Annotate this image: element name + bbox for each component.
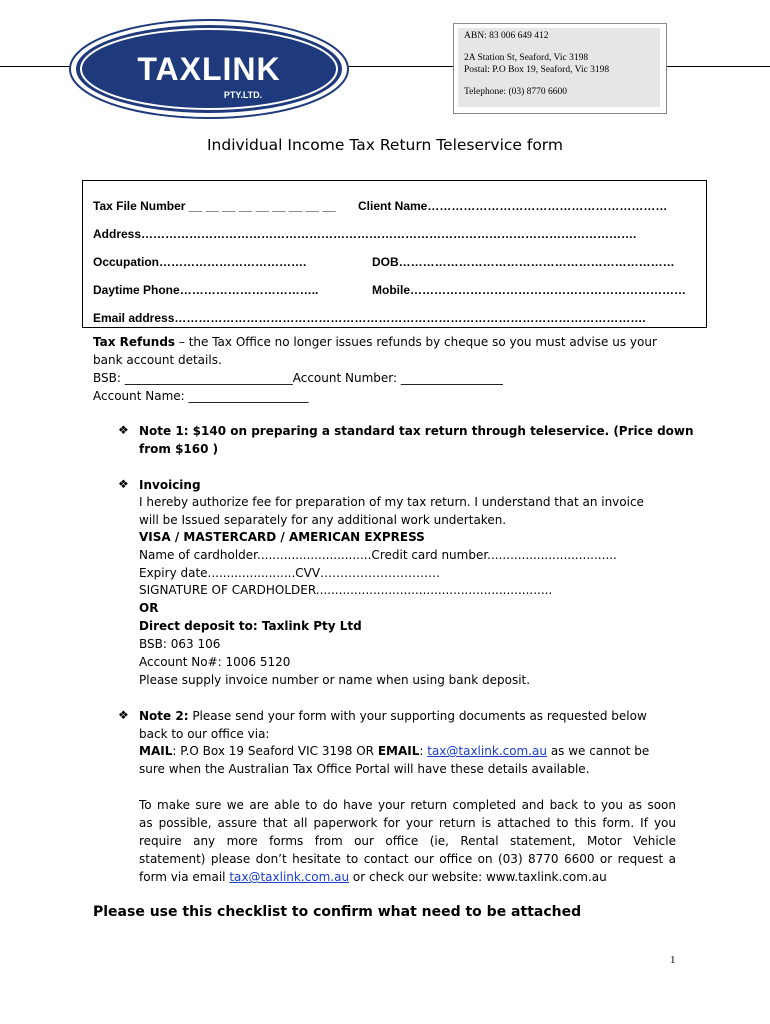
- para-line5-start: form via email: [139, 870, 230, 884]
- tax-refunds-line2: bank account details.: [93, 353, 222, 367]
- invoicing-line2: will be Issued separately for any additional work undertaken.: [139, 513, 507, 527]
- note1-line1: Note 1: $140 on preparing a standard tax return through teleservice. (Price down: [139, 424, 694, 438]
- mobile-field[interactable]: Mobile……………………………………………………………: [372, 283, 686, 297]
- dob-field[interactable]: DOB……………………………………………………………: [372, 255, 675, 269]
- note2-line4: sure when the Australian Tax Office Portal will have these details available.: [139, 762, 590, 776]
- deposit-account: Account No#: 1006 5120: [139, 655, 291, 669]
- cardholder-field[interactable]: Name of cardholder..............................Credit card number..................................: [139, 548, 617, 562]
- email-field[interactable]: Email address……………………………………………………………………………………………………….: [93, 311, 646, 325]
- para-line5-end: or check our website: www.taxlink.com.au: [349, 870, 607, 884]
- taxlink-logo: [68, 18, 350, 120]
- para-line2: as possible, assure that all paperwork for your return is attached to this form. If you: [139, 816, 676, 830]
- tax-refunds-line1: [93, 334, 657, 352]
- header-rule-left: [0, 66, 72, 67]
- signature-field[interactable]: SIGNATURE OF CARDHOLDER..............................................................: [139, 583, 553, 597]
- invoicing-heading: Invoicing: [139, 478, 201, 492]
- diamond-bullet-icon: ❖: [118, 477, 129, 491]
- company-details-box: [453, 23, 667, 114]
- tax-refunds-text: – the Tax Office no longer issues refunds by cheque so you must advise us your: [175, 335, 657, 349]
- deposit-instruction: Please supply invoice number or name when using bank deposit.: [139, 673, 531, 687]
- para-line3: require any more forms from our office (ie, Rental statement, Motor Vehicle: [139, 834, 676, 848]
- bank-bsb-account-field[interactable]: BSB: ____________________________Account Number: _________________: [93, 371, 503, 385]
- logo-main-text: TAXLINK: [137, 51, 281, 87]
- note2-label: Note 2:: [139, 709, 189, 723]
- daytime-phone-field[interactable]: Daytime Phone……………………………..: [93, 283, 319, 297]
- header-rule-middle: [346, 66, 454, 67]
- tfn-field[interactable]: Tax File Number __ __ __ __ __ __ __ __ __: [93, 199, 336, 213]
- tax-refunds-label: Tax Refunds: [93, 335, 176, 349]
- account-name-field[interactable]: Account Name: ____________________: [93, 389, 309, 403]
- note2-line1: [139, 708, 647, 726]
- or-text: OR: [139, 601, 159, 615]
- header-rule-right: [666, 66, 770, 67]
- card-types: VISA / MASTERCARD / AMERICAN EXPRESS: [139, 530, 425, 544]
- email-colon: :: [419, 744, 428, 758]
- para-email-link[interactable]: tax@taxlink.com.au: [229, 870, 350, 884]
- mail-label: MAIL: [139, 744, 173, 758]
- abn-text: ABN: 83 006 649 412: [464, 31, 549, 41]
- note1-line2: from $160 ): [139, 442, 219, 456]
- diamond-bullet-icon: ❖: [118, 423, 129, 437]
- para-line5: [139, 869, 607, 887]
- expiry-cvv-field[interactable]: Expiry date.......................CVV…………………………: [139, 566, 441, 580]
- note2-text: Please send your form with your supporting documents as requested below: [188, 709, 647, 723]
- occupation-field[interactable]: Occupation……………………………….: [93, 255, 307, 269]
- invoicing-line1: I hereby authorize fee for preparation of my tax return. I understand that an invoice: [139, 495, 644, 509]
- page-title: Individual Income Tax Return Teleservice form: [206, 136, 564, 154]
- mail-text: : P.O Box 19 Seaford VIC 3198 OR: [172, 744, 378, 758]
- para-line4: statement) please don’t hesitate to contact our office on (03) 8770 6600 or request a: [139, 852, 676, 866]
- note2-line2: back to our office via:: [139, 727, 270, 741]
- page-number: 1: [670, 954, 676, 966]
- email-label: EMAIL: [377, 744, 420, 758]
- direct-deposit-heading: Direct deposit to: Taxlink Pty Ltd: [139, 619, 362, 633]
- diamond-bullet-icon: ❖: [118, 708, 129, 722]
- checklist-heading: Please use this checklist to confirm what need to be attached: [93, 904, 582, 920]
- street-address: 2A Station St, Seaford, Vic 3198: [464, 53, 589, 63]
- address-field[interactable]: Address…………………………………………………………………………………………………………….: [93, 227, 637, 241]
- note2-after-email: as we cannot be: [547, 744, 650, 758]
- postal-address: Postal: P.O Box 19, Seaford, Vic 3198: [464, 65, 610, 75]
- note2-line3: [139, 743, 649, 761]
- deposit-bsb: BSB: 063 106: [139, 637, 221, 651]
- telephone: Telephone: (03) 8770 6600: [464, 87, 568, 97]
- para-line1: To make sure we are able to do have your return completed and back to you as soon: [139, 798, 676, 812]
- email-link[interactable]: tax@taxlink.com.au: [427, 744, 547, 758]
- client-name-field[interactable]: Client Name……………………………………………………: [358, 199, 668, 213]
- logo-sub-text: PTY.LTD.: [223, 90, 263, 100]
